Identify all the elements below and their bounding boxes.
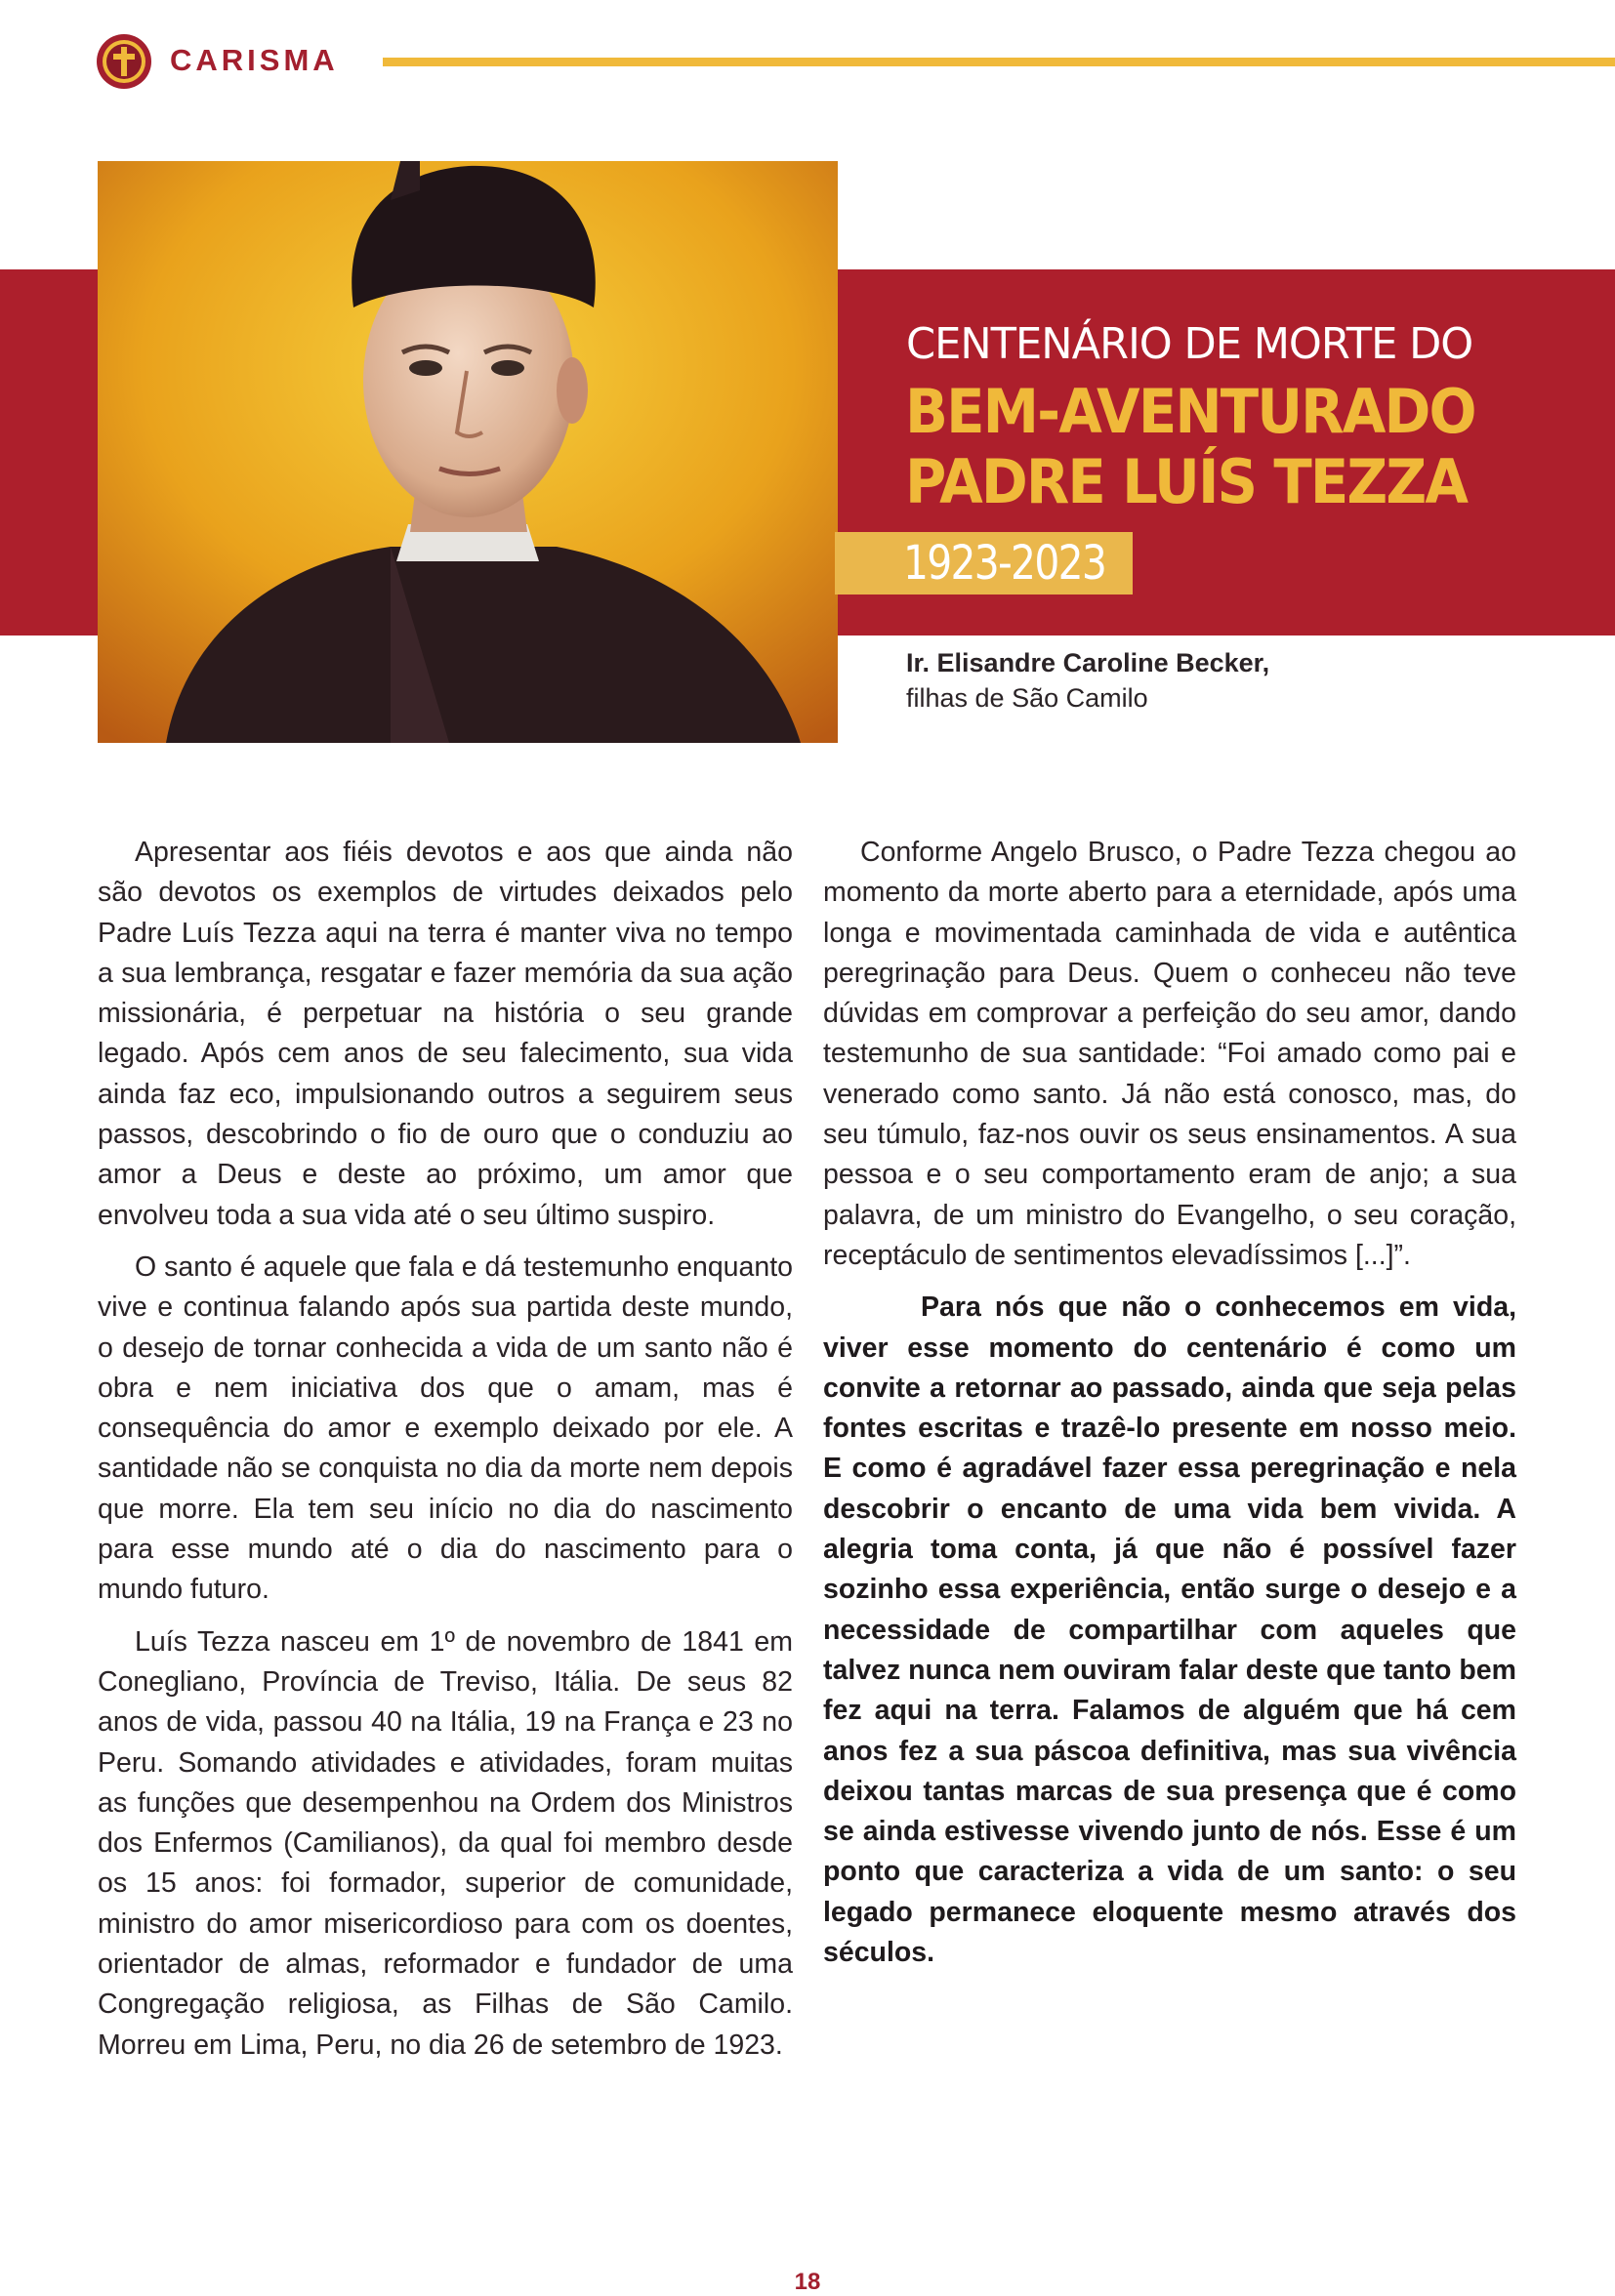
cross-emblem-icon (96, 33, 152, 90)
article-title-line3: PADRE LUÍS TEZZA (905, 446, 1468, 517)
header-rule (383, 58, 1615, 66)
article-title-line2: BEM-AVENTURADO (905, 376, 1475, 447)
author-affiliation: filhas de São Camilo (906, 683, 1148, 713)
highlight-paragraph: Para nós que não o conhecemos em vida, viver esse momento do centenário é como um convite a retornar ao passado, ainda que seja pelas fontes escritas e trazê-lo presente em nosso meio. E como é agradável fazer essa peregrinação e nela descobrir o encanto de uma vida bem vivida. A alegria toma conta, já que não é possível fazer sozinho essa experiência, então surge o desejo e a necessidade de compartilhar com aqueles que talvez nunca nem ouviram falar deste que tanto bem fez aqui na terra. Falamos de alguém que há cem anos fez a sua páscoa definitiva, mas sua vivência deixou tantas marcas de sua presença que é como se ainda estivesse vivendo junto de nós. Esse é um ponto que caracteriza a vida de um santo: o seu legado permanece eloquente mesmo através dos séculos. (823, 1292, 1516, 1969)
article-title-line1: CENTENÁRIO DE MORTE DO (906, 319, 1473, 369)
body-paragraph: Conforme Angelo Brusco, o Padre Tezza chegou ao momento da morte aberto para a eternidade, após uma longa e movimentada caminhada de vida e autêntica peregrinação para Deus. Quem o conheceu não teve dúvidas em comprovar a perfeição do seu amor, dando testemunho de sua santidade: “Foi amado como pai e venerado como santo. Já não está conosco, mas, do seu túmulo, faz-nos ouvir os seus ensinamentos. A sua pessoa e o seu comportamento eram de anjo; a sua palavra, de um ministro do Evangelho, o seu coração, receptáculo de sentimentos elevadíssimos [...]”. (823, 837, 1516, 1271)
years-label: 1923-2023 (903, 536, 1106, 591)
body-paragraph: Apresentar aos fiéis devotos e aos que ainda não são devotos os exemplos de virtudes deixados pelo Padre Luís Tezza aqui na terra é manter viva no tempo a sua lembrança, resgatar e fazer memória da sua ação missionária, é perpetuar na história o seu grande legado. Após cem anos de seu falecimento, sua vida ainda faz eco, impulsionando outros a seguirem seus passos, descobrindo o fio de ouro que o conduziu ao amor a Deus e deste ao próximo, um amor que envolveu toda a sua vida até o seu último suspiro. (98, 837, 793, 1231)
body-paragraph: O santo é aquele que fala e dá testemunho enquanto vive e continua falando após sua partida deste mundo, o desejo de tornar conhecida a vida de um santo não é obra e nem iniciativa dos que o amam, mas é consequência do amor e exemplo deixado por ele. A santidade não se conquista no dia da morte nem depois que morre. Ela tem seu início no dia do nascimento para esse mundo até o dia do nascimento para o mundo futuro. (98, 1250, 793, 1606)
right-column (823, 833, 1516, 1985)
left-column (98, 833, 793, 2077)
section-label: CARISMA (170, 43, 339, 77)
article-title-main (905, 377, 1522, 517)
author-name: Ir. Elisandre Caroline Becker, (906, 648, 1270, 677)
body-paragraph: Luís Tezza nasceu em 1º de novembro de 1841 em Conegliano, Província de Treviso, Itália. De seus 82 anos de vida, passou 40 na Itália, 19 na França e 23 no Peru. Somando atividades e atividades, foram muitas as funções que desempenhou na Ordem dos Ministros dos Enfermos (Camilianos), da qual foi membro desde os 15 anos: foi formador, superior de comunidade, ministro do amor misericordioso para com os doentes, orientador de almas, reformador e fundador de uma Congregação religiosa, as Filhas de São Camilo. Morreu em Lima, Peru, no dia 26 de setembro de 1923. (98, 1625, 793, 2061)
portrait-image (98, 161, 838, 743)
page-number: 18 (794, 2269, 821, 2295)
